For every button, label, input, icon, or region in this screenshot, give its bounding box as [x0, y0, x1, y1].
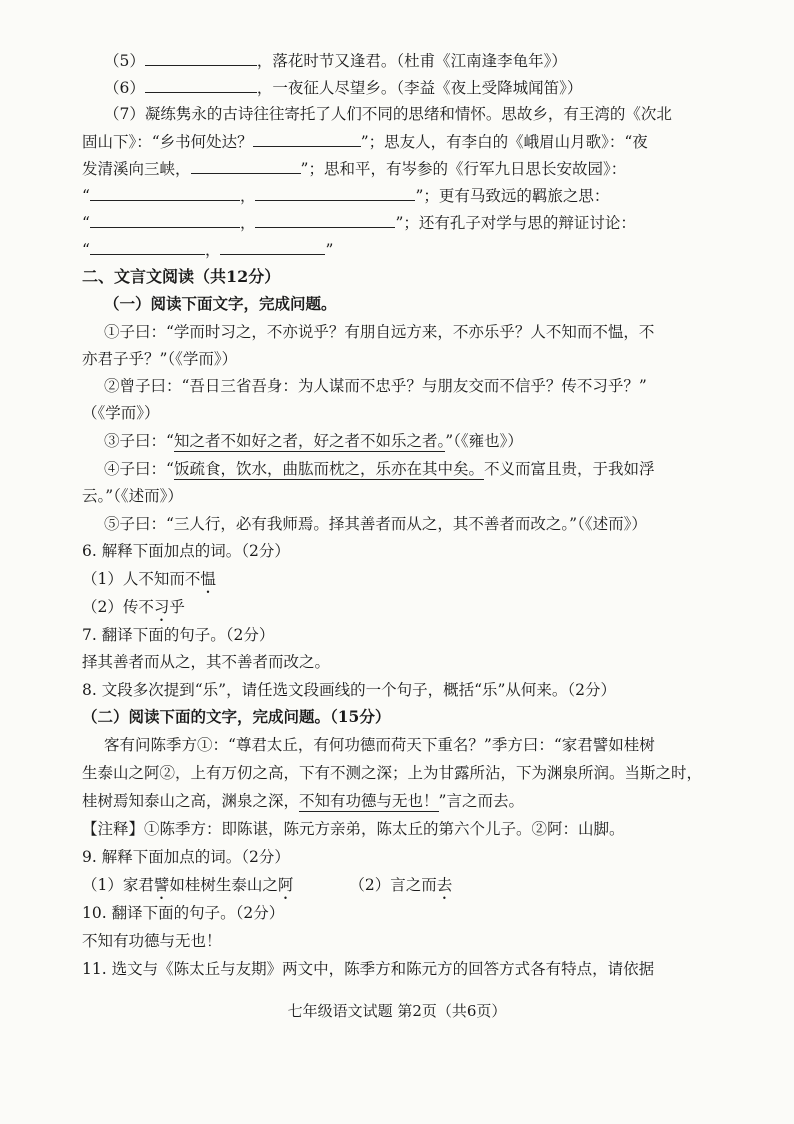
- question-6-item-1: （1）人不知而不愠: [82, 570, 216, 588]
- part-2-heading: （二）阅读下面的文字，完成问题。（15分）: [82, 707, 391, 726]
- passage-1-line-1: ①子曰：“学而时习之，不亦说乎？有朋自远方来，不亦乐乎？人不知而不愠，不: [104, 323, 655, 341]
- answer-blank[interactable]: [255, 212, 395, 228]
- question-7-sentence: 择其善者而从之，其不善者而改之。: [82, 653, 331, 671]
- passage-2-line-2: （《学而》）: [82, 404, 160, 422]
- question-7: 7. 翻译下面的句子。（2分）: [82, 626, 275, 644]
- underlined-sentence: 知之者不如好之者，好之者不如乐之者。: [173, 432, 446, 450]
- q7-line-5: “ ， ”；还有孔子对学与思的辩证讨论：: [82, 214, 636, 232]
- dotted-word: 阿: [277, 876, 294, 894]
- passage-6-line-1: 客有问陈季方①：“尊君太丘，有何功德而荷天下重名？”季方曰：“家君譬如桂树: [104, 736, 655, 754]
- passage-4-line-2: 云。”（《述而》）: [82, 487, 183, 505]
- q7-line-1: （7）凝练隽永的古诗往往寄托了人们不同的思绪和情怀。思故乡，有王湾的《次北: [104, 105, 672, 123]
- passage-1-line-2: 亦君子乎？”（《学而》）: [82, 350, 238, 368]
- dotted-word: 譬: [153, 876, 170, 894]
- q7-line-6: “ ， ”: [82, 241, 334, 259]
- answer-blank[interactable]: [253, 131, 361, 147]
- passage-3: ③子曰：“知之者不如好之者，好之者不如乐之者。”（《雍也》）: [104, 432, 523, 450]
- question-9: 9. 解释下面加点的词。（2分）: [82, 848, 290, 866]
- q6-poem-line: （6） ，一夜征人尽望乡。（李益《夜上受降城闻笛》）: [104, 79, 583, 97]
- answer-blank[interactable]: [90, 212, 240, 228]
- question-6: 6. 解释下面加点的词。（2分）: [82, 542, 290, 560]
- answer-blank[interactable]: [255, 185, 415, 201]
- passage-6-line-3: 桂树焉知泰山之高，渊泉之深，不知有功德与无也！”言之而去。: [82, 792, 524, 810]
- dotted-word: 愠: [200, 570, 216, 588]
- passage-2-line-1: ②曾子曰：“吾日三省吾身：为人谋而不忠乎？与朋友交而不信乎？传不习乎？”: [104, 377, 647, 395]
- q7-line-4: “ ， ”；更有马致远的羁旅之思：: [82, 187, 610, 205]
- dotted-word: 去: [436, 876, 453, 894]
- passage-5: ⑤子曰：“三人行，必有我师焉。择其善者而从之，其不善者而改之。”（《述而》）: [104, 515, 647, 533]
- question-10-sentence: 不知有功德与无也！: [82, 932, 222, 950]
- underlined-sentence: 不知有功德与无也！: [299, 792, 439, 810]
- section-2-heading: 二、文言文阅读（共12分）: [82, 267, 281, 286]
- question-11: 11. 选文与《陈太丘与友期》两文中，陈季方和陈元方的回答方式各有特点，请依据: [82, 960, 655, 978]
- underlined-sentence: 饭疏食，饮水，曲肱而枕之，乐亦在其中矣。: [173, 460, 484, 478]
- passage-4-line-1: ④子曰：“饭疏食，饮水，曲肱而枕之，乐亦在其中矣。不义而富且贵，于我如浮: [104, 460, 655, 478]
- page-footer: 七年级语文试题 第2页（共6页）: [287, 1002, 507, 1020]
- answer-blank[interactable]: [90, 185, 240, 201]
- q7-line-2: 固山下》：“乡书何处达？ ”；思友人，有李白的《峨眉山月歌》：“夜: [82, 133, 648, 151]
- question-6-item-2: （2）传不习乎: [82, 598, 185, 616]
- question-9-items: （1）家君譬如桂树生泰山之阿 （2）言之而去: [82, 876, 453, 894]
- answer-blank[interactable]: [191, 158, 301, 174]
- answer-blank[interactable]: [145, 50, 257, 66]
- part-1-heading: （一）阅读下面文字，完成问题。: [104, 294, 337, 313]
- answer-blank[interactable]: [145, 77, 257, 93]
- answer-blank[interactable]: [220, 239, 325, 255]
- q7-line-3: 发清溪向三峡， ”；思和平，有岑参的《行军九日思长安故园》：: [82, 160, 627, 178]
- annotation-note: 【注释】①陈季方：即陈谌，陈元方亲弟，陈太丘的第六个儿子。②阿：山脚。: [82, 820, 625, 838]
- passage-6-line-2: 生泰山之阿②，上有万仞之高，下有不测之深；上为甘露所沾，下为渊泉所润。当斯之时，: [82, 764, 703, 782]
- dotted-word: 习: [153, 598, 170, 616]
- question-8: 8. 文段多次提到“乐”，请任选文段画线的一个句子，概括“乐”从何来。（2分）: [82, 681, 617, 699]
- question-10: 10. 翻译下面的句子。（2分）: [82, 904, 285, 922]
- answer-blank[interactable]: [90, 239, 205, 255]
- q5-line: （5） ，落花时节又逢君。（杜甫《江南逢李龟年》）: [104, 52, 567, 70]
